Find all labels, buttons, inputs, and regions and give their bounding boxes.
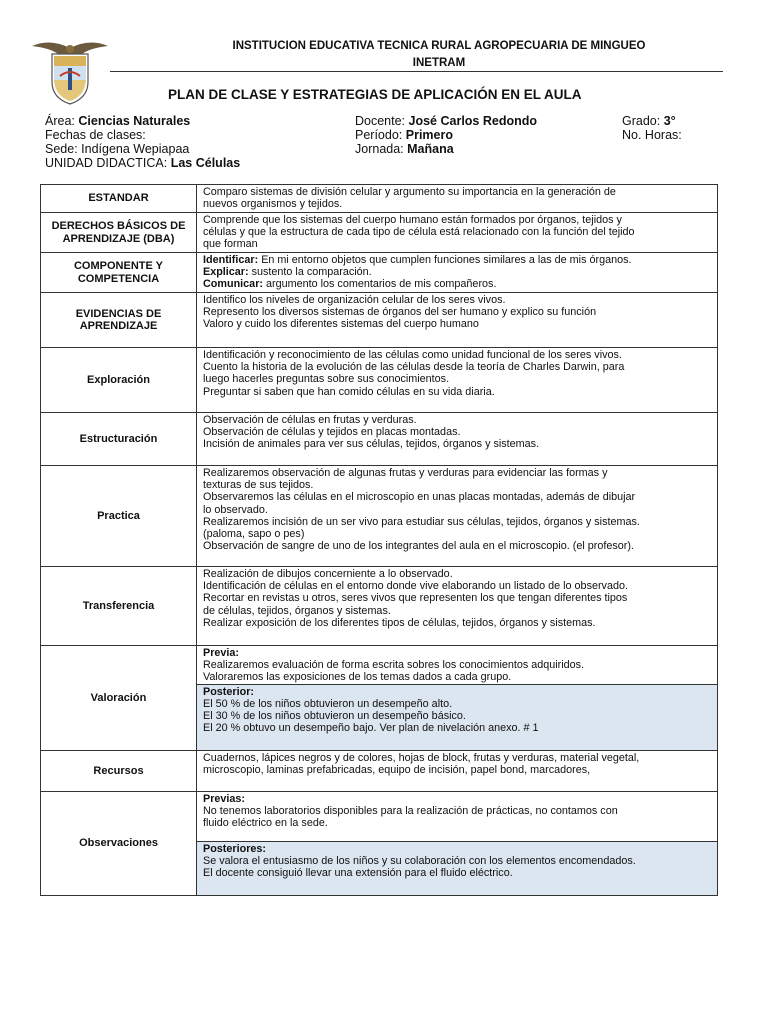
docente-line: Docente: José Carlos Redondo (355, 114, 538, 128)
content-dba: Comprende que los sistemas del cuerpo humano están formados por órganos, tejidos y células y que la estructura de cada tipo de célula está relacionado con la función del tejido que forman (197, 213, 718, 253)
row-evidencias (41, 293, 718, 348)
label-transferencia: Transferencia (41, 567, 197, 646)
horas-line: No. Horas: (622, 128, 682, 142)
row-recursos (41, 750, 718, 791)
institution-name: INSTITUCION EDUCATIVA TECNICA RURAL AGROPECUARIA DE MINGUEO (232, 40, 646, 52)
periodo-line: Período: Primero (355, 128, 453, 142)
label-dba: DERECHOS BÁSICOS DE APRENDIZAJE (DBA) (41, 213, 197, 253)
content-estandar: Comparo sistemas de división celular y argumento su importancia en la generación de nuevos organismos y tejidos. (197, 185, 718, 213)
row-exploracion (41, 348, 718, 413)
content-transferencia: Realización de dibujos concerniente a lo observado. Identificación de células en el entorno donde vive elaborando un listado de lo observado. Recortar en revistas u otros, seres vivos que representen los que tengan diferentes tipos de células, tejidos, órganos y sistemas. Realizar exposición de los diferentes tipos de células, tejidos, órganos y sistemas. (197, 567, 718, 646)
label-estandar: ESTANDAR (41, 185, 197, 213)
area-value: Ciencias Naturales (78, 114, 191, 128)
institution-acronym: INETRAM (412, 57, 466, 69)
header-divider (110, 71, 723, 72)
content-estructuracion: Observación de células en frutas y verduras. Observación de células y tejidos en placas montadas. Incisión de animales para ver sus células, tejidos, órganos y sistemas. (197, 413, 718, 466)
periodo-value: Primero (405, 128, 453, 142)
content-valoracion-previa: Previa: Realizaremos evaluación de forma escrita sobres los conocimientos adquiridos. Valoraremos las exposiciones de los temas dados a cada grupo. (197, 646, 718, 685)
grado-value: 3° (663, 114, 676, 128)
document-title: PLAN DE CLASE Y ESTRATEGIAS DE APLICACIÓN EN EL AULA (168, 87, 582, 102)
label-practica: Practica (41, 466, 197, 567)
unidad-line: UNIDAD DIDACTICA: Las Células (45, 156, 241, 170)
row-transferencia (41, 567, 718, 646)
jornada-value: Mañana (407, 142, 454, 156)
content-valoracion-posterior: Posterior: El 50 % de los niños obtuvieron un desempeño alto. El 30 % de los niños obtuvieron un desempeño básico. El 20 % obtuvo un desempeño bajo. Ver plan de nivelación anexo. # 1 (197, 684, 718, 750)
label-valoracion: Valoración (41, 646, 197, 751)
content-practica: Realizaremos observación de algunas frutas y verduras para evidenciar las formas y texturas de sus tejidos. Observaremos las células en el microscopio en unas placas montadas, además de dibujar lo observado. Realizaremos incisión de un ser vivo para estudiar sus células, tejidos, órganos y sistemas. (paloma, sapo o pes) Observación de sangre de uno de los integrantes del aula en el microscopio. (el profesor). (197, 466, 718, 567)
content-observaciones-previas: Previas: No tenemos laboratorios disponibles para la realización de prácticas, no contamos con fluido eléctrico en la sede. (197, 791, 718, 841)
label-evidencias: EVIDENCIAS DE APRENDIZAJE (41, 293, 197, 348)
row-practica (41, 466, 718, 567)
content-exploracion: Identificación y reconocimiento de las células como unidad funcional de los seres vivos. Cuento la historia de la evolución de las células desde la teoría de Charles Darwin, para luego hacerles preguntas sobre sus conocimientos. Preguntar si saben que han comido células en su vida diaria. (197, 348, 718, 413)
label-competencia: COMPONENTE Y COMPETENCIA (41, 253, 197, 293)
sede-value: Indígena Wepiapaa (81, 142, 190, 156)
fechas-line: Fechas de clases: (45, 128, 146, 142)
content-observaciones-posteriores: Posteriores: Se valora el entusiasmo de los niños y su colaboración con los elementos encomendados. El docente consiguió llevar una extensión para el fluido eléctrico. (197, 841, 718, 895)
lesson-plan-table (40, 184, 718, 896)
row-estandar (41, 185, 718, 213)
grado-line: Grado: 3° (622, 114, 676, 128)
area-line: Área: Ciencias Naturales (45, 114, 191, 128)
content-evidencias: Identifico los niveles de organización celular de los seres vivos. Represento los diversos sistemas de órganos del ser humano y explico su función Valoro y cuido los diferentes sistemas del cuerpo humano (197, 293, 718, 348)
label-exploracion: Exploración (41, 348, 197, 413)
label-observaciones: Observaciones (41, 791, 197, 895)
jornada-line: Jornada: Mañana (355, 142, 454, 156)
unidad-value: Las Células (170, 156, 241, 170)
docente-value: José Carlos Redondo (408, 114, 538, 128)
row-valoracion-previa (41, 646, 718, 685)
label-recursos: Recursos (41, 750, 197, 791)
label-estructuracion: Estructuración (41, 413, 197, 466)
row-competencia (41, 253, 718, 293)
content-competencia: Identificar: En mi entorno objetos que cumplen funciones similares a las de mis órganos. Explicar: sustento la comparación. Comunicar: argumento los comentarios de mis compañeros. (197, 253, 718, 293)
row-estructuracion (41, 413, 718, 466)
row-dba (41, 213, 718, 253)
row-observaciones-previas (41, 791, 718, 841)
sede-line: Sede: Indígena Wepiapaa (45, 142, 190, 156)
coat-of-arms-logo (30, 38, 110, 108)
content-recursos: Cuadernos, lápices negros y de colores, hojas de block, frutas y verduras, material vegetal, microscopio, laminas prefabricadas, equipo de incisión, papel bond, marcadores, (197, 750, 718, 791)
